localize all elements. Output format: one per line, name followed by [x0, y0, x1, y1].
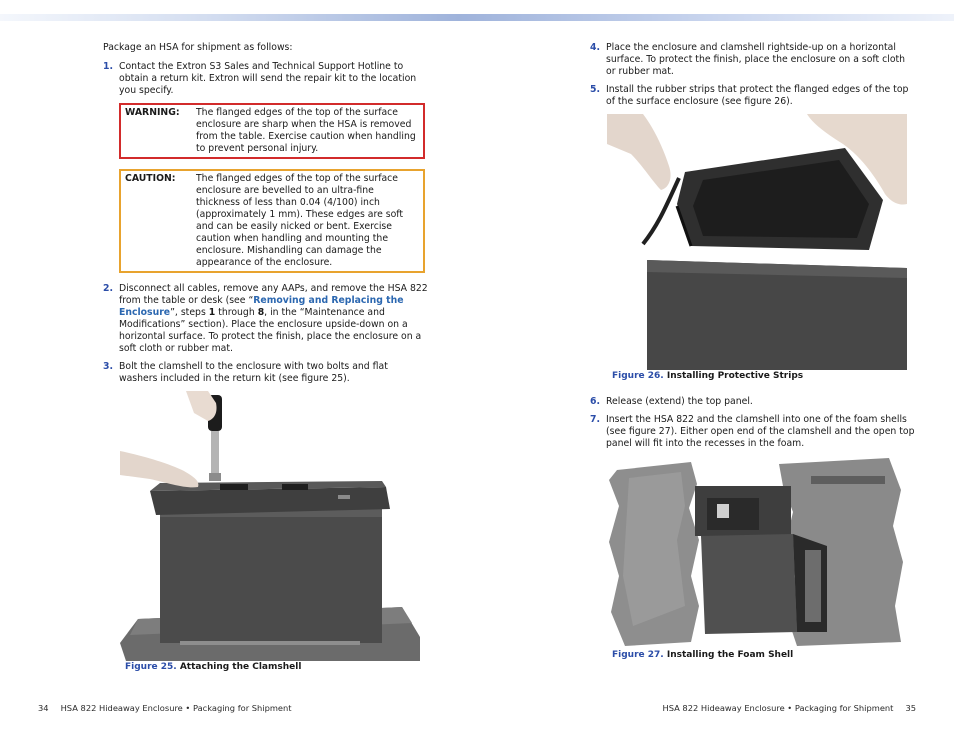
figure-title: Installing Protective Strips — [666, 371, 804, 381]
intro-text: Package an HSA for shipment as follows: — [103, 42, 293, 53]
step-text-part: Disconnect all cables, remove any AAPs, and remove the HSA 822 from the table or desk (see “ — [119, 283, 428, 306]
step-text: Release (extend) the top panel. — [606, 396, 753, 407]
step-ref-bold: 8 — [257, 307, 265, 318]
left-page-number: 34 — [38, 703, 49, 713]
caution-text: The flanged edges of the top of the surface enclosure are bevelled to an ultra-fine thickness of less than 0.04 (4/100) inch (approximately 1 mm). These edges are soft and can be easily nicked or bent. Exercise caution when handling and mounting the enclosure. Mishandling can damage the appearance of the enclosure. — [196, 173, 404, 268]
warning-text: The flanged edges of the top of the surface enclosure are sharp when the HSA is removed from the table. Exercise caution when handling to prevent personal injury. — [196, 107, 416, 154]
figure-25-photo — [120, 391, 420, 661]
figure-title: Installing the Foam Shell — [666, 650, 794, 660]
step-1 — [103, 61, 428, 97]
figure-27-caption — [612, 649, 915, 661]
step-number: 6. — [590, 396, 601, 407]
left-footer — [38, 702, 292, 714]
figure-27-photo — [607, 456, 907, 649]
step-text: Contact the Extron S3 Sales and Technical Support Hotline to obtain a return kit. Extron will send the repair kit to the location you specify. — [119, 61, 417, 96]
right-footer-text: HSA 822 Hideaway Enclosure • Packaging for Shipment — [662, 703, 894, 713]
caution-label: CAUTION: — [125, 173, 176, 184]
step-text-part: , in the “Maintenance and Modifications” section). Place the enclosure upside-down on a horizontal surface. To protect the finish, place the enclosure on a soft cloth or rubber mat. — [119, 307, 422, 354]
figure-number: Figure 26. — [612, 371, 664, 381]
step-number: 3. — [103, 361, 114, 372]
figure-25-caption — [125, 661, 428, 673]
right-footer — [662, 702, 916, 714]
figure-26-caption — [612, 370, 915, 382]
step-number: 7. — [590, 414, 601, 425]
left-footer-text: HSA 822 Hideaway Enclosure • Packaging for Shipment — [60, 703, 292, 713]
step-text: Install the rubber strips that protect the flanged edges of the top of the surface enclosure (see figure 26). — [606, 84, 909, 107]
step-text: Place the enclosure and clamshell rightside-up on a horizontal surface. To protect the finish, place the enclosure on a soft cloth or rubber mat. — [606, 42, 906, 77]
right-page-number: 35 — [905, 703, 916, 713]
removing-replacing-link[interactable]: Removing and Replacing the Enclosure — [119, 295, 404, 318]
step-6 — [590, 396, 915, 408]
step-number: 4. — [590, 42, 601, 53]
step-number: 2. — [103, 283, 114, 294]
protective-strips-illustration — [607, 114, 907, 370]
step-text-part: ”, steps — [170, 307, 209, 318]
foam-shell-illustration — [607, 456, 907, 649]
step-number: 5. — [590, 84, 601, 95]
caution-box — [119, 169, 425, 273]
step-4 — [590, 42, 915, 78]
step-ref-bold: 1 — [208, 307, 216, 318]
step-7 — [590, 414, 915, 450]
left-page-column — [103, 42, 428, 673]
figure-26-photo — [607, 114, 907, 370]
step-number: 1. — [103, 61, 114, 72]
header-gradient-band — [0, 14, 954, 21]
figure-number: Figure 25. — [125, 662, 177, 672]
step-2 — [103, 283, 428, 355]
right-page-column — [590, 42, 915, 661]
step-text-part: through — [215, 307, 258, 318]
warning-box — [119, 103, 425, 159]
step-text: Bolt the clamshell to the enclosure with two bolts and flat washers included in the return kit (see figure 25). — [119, 361, 388, 384]
figure-title: Attaching the Clamshell — [179, 662, 302, 672]
step-3 — [103, 361, 428, 385]
step-text — [119, 283, 428, 355]
figure-number: Figure 27. — [612, 650, 664, 660]
clamshell-enclosure-illustration — [120, 391, 420, 661]
step-5 — [590, 84, 915, 108]
step-text: Insert the HSA 822 and the clamshell into one of the foam shells (see figure 27). Either open end of the clamshell and the open top panel will fit into the recesses in the foam. — [606, 414, 915, 449]
warning-label: WARNING: — [125, 107, 180, 118]
